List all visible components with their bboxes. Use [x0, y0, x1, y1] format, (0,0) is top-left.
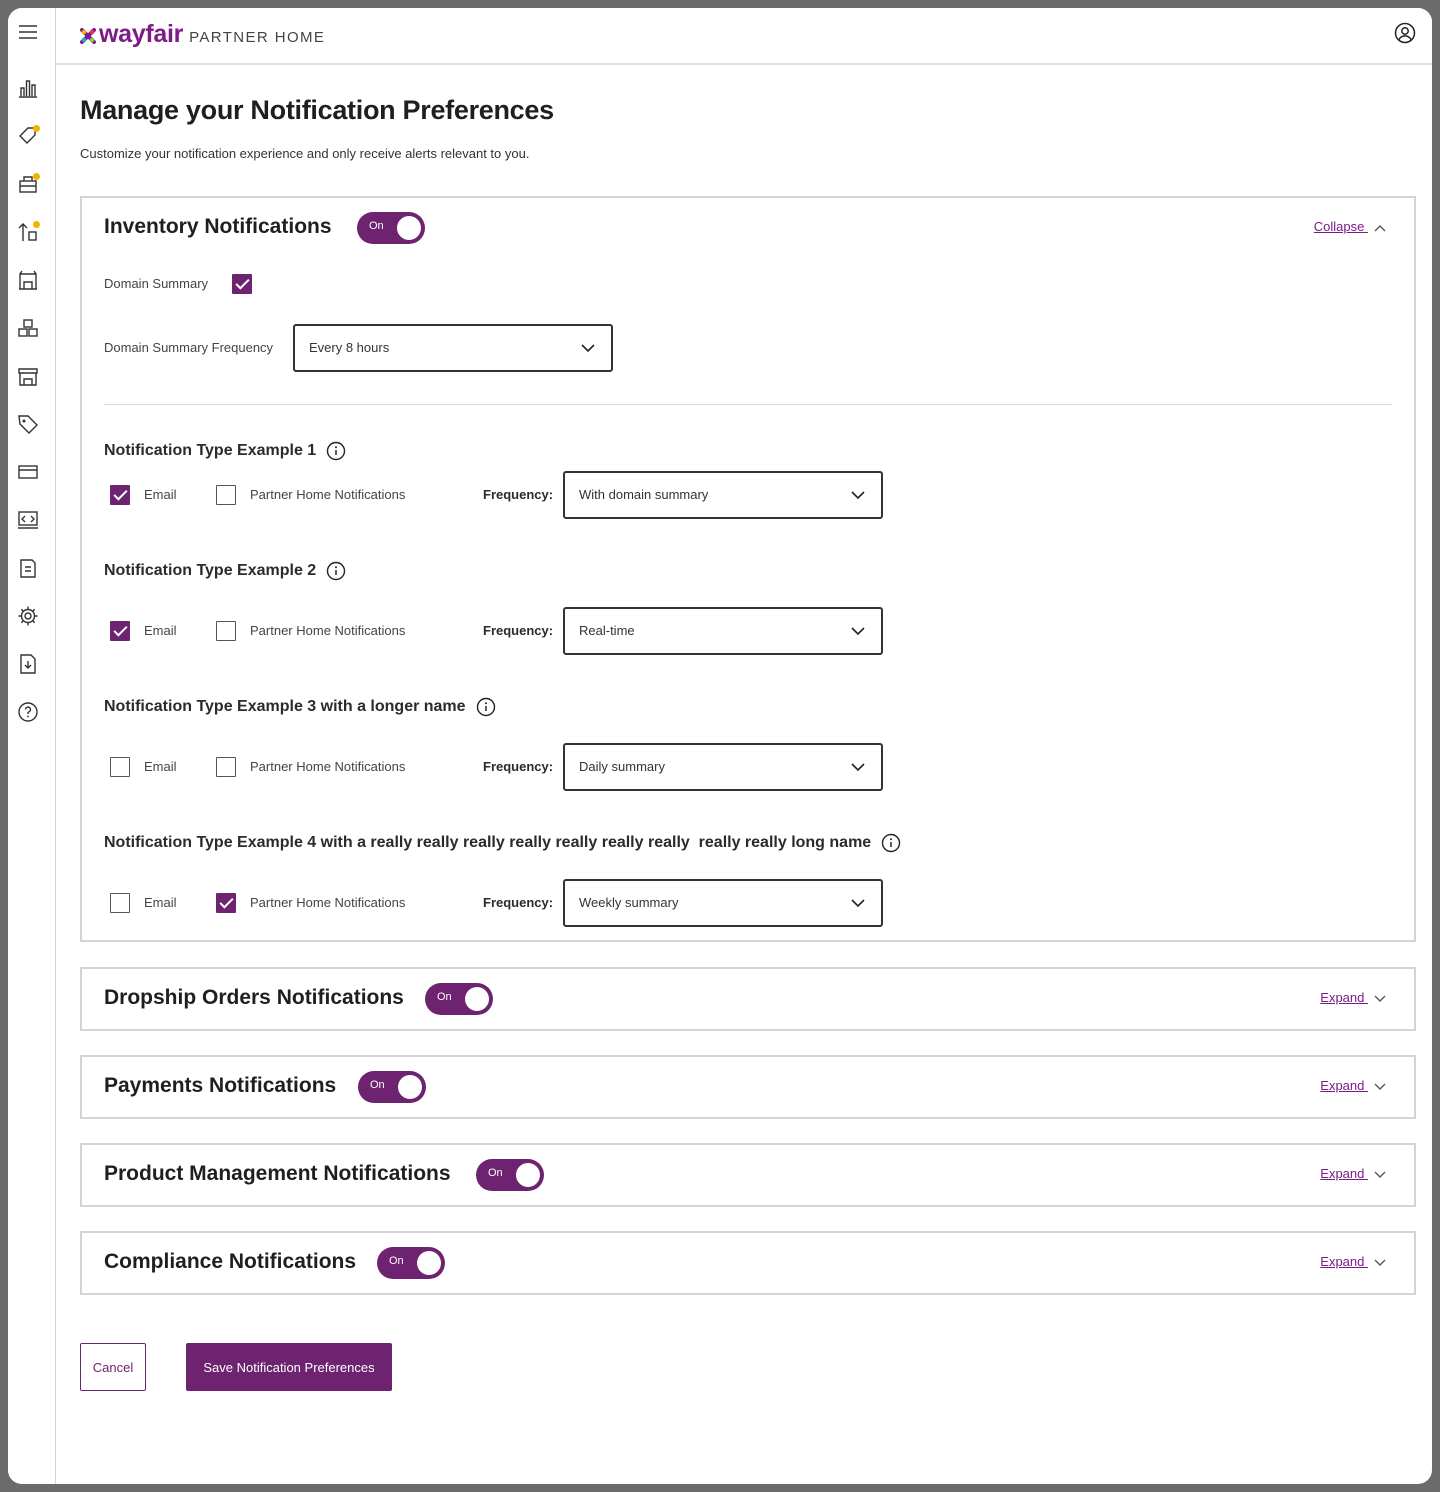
expand-link[interactable]	[1320, 1254, 1386, 1270]
info-icon[interactable]	[476, 697, 496, 717]
product-name: PARTNER HOME	[189, 29, 326, 46]
domain-summary-frequency-label: Domain Summary Frequency	[104, 340, 274, 355]
inventory-notifications-card	[80, 196, 1416, 942]
partner-home-label: Partner Home Notifications	[250, 759, 406, 774]
payments-notifications-card	[80, 1055, 1416, 1119]
notification-type-4-title	[104, 833, 901, 853]
select-value: Daily summary	[579, 759, 665, 774]
toggle-label: On	[488, 1167, 503, 1179]
expand-link[interactable]	[1320, 1166, 1386, 1182]
type-4-frequency-select[interactable]	[563, 879, 883, 927]
sort-icon[interactable]	[16, 220, 40, 244]
section-title: Payments Notifications	[104, 1074, 337, 1097]
help-icon[interactable]	[16, 700, 40, 724]
type-1-email-checkbox[interactable]	[110, 485, 130, 505]
frequency-label: Frequency:	[483, 487, 554, 502]
notification-type-name: Notification Type Example 1	[104, 442, 317, 459]
payments-toggle[interactable]	[358, 1071, 426, 1103]
toggle-knob	[417, 1251, 441, 1275]
logo-mark-icon	[80, 28, 96, 44]
dropship-toggle[interactable]	[425, 983, 493, 1015]
frequency-label: Frequency:	[483, 623, 554, 638]
expand-link[interactable]	[1320, 1078, 1386, 1094]
select-value: Every 8 hours	[309, 340, 390, 355]
select-value: Weekly summary	[579, 895, 679, 910]
chevron-down-icon	[851, 898, 865, 908]
toggle-label: On	[369, 220, 384, 232]
expand-label: Expand	[1320, 1078, 1365, 1093]
divider	[104, 404, 1392, 405]
info-icon[interactable]	[326, 441, 346, 461]
notification-badge	[33, 125, 40, 132]
toggle-knob	[397, 216, 421, 240]
partner-home-label: Partner Home Notifications	[250, 623, 406, 638]
type-3-email-checkbox[interactable]	[110, 757, 130, 777]
type-3-frequency-select[interactable]	[563, 743, 883, 791]
type-2-partner-home-checkbox[interactable]	[216, 621, 236, 641]
notification-type-2-title	[104, 561, 346, 581]
chevron-down-icon	[1374, 1167, 1386, 1182]
toggle-knob	[398, 1075, 422, 1099]
gear-icon[interactable]	[16, 604, 40, 628]
page-title: Manage your Notification Preferences	[80, 95, 554, 125]
product-management-notifications-card	[80, 1143, 1416, 1207]
notification-type-name: Notification Type Example 2	[104, 562, 317, 579]
bar-chart-icon[interactable]	[16, 76, 40, 100]
select-value: With domain summary	[579, 487, 709, 502]
download-icon[interactable]	[16, 652, 40, 676]
chevron-up-icon	[1374, 220, 1386, 235]
notification-badge	[33, 221, 40, 228]
section-title: Dropship Orders Notifications	[104, 986, 404, 1009]
price-tag-icon[interactable]	[16, 412, 40, 436]
top-bar	[56, 8, 1432, 65]
email-label: Email	[144, 487, 177, 502]
chevron-down-icon	[1374, 991, 1386, 1006]
email-label: Email	[144, 759, 177, 774]
expand-label: Expand	[1320, 1254, 1365, 1269]
chevron-down-icon	[581, 343, 595, 353]
type-2-frequency-select[interactable]	[563, 607, 883, 655]
info-icon[interactable]	[881, 833, 901, 853]
store-icon[interactable]	[16, 364, 40, 388]
collapse-label: Collapse	[1313, 219, 1365, 234]
notification-type-name: Notification Type Example 3 with a longer name	[104, 698, 466, 715]
notification-type-3-title	[104, 697, 496, 717]
type-2-email-checkbox[interactable]	[110, 621, 130, 641]
section-title: Inventory Notifications	[104, 215, 332, 238]
brand-name: wayfair	[99, 20, 184, 48]
domain-summary-frequency-select[interactable]	[293, 324, 613, 372]
toggle-label: On	[370, 1079, 385, 1091]
chevron-down-icon	[851, 762, 865, 772]
save-notification-preferences-button[interactable]: Save Notification Preferences	[186, 1343, 392, 1391]
collapse-link[interactable]	[1314, 219, 1386, 235]
partner-home-label: Partner Home Notifications	[250, 895, 406, 910]
section-title: Product Management Notifications	[104, 1162, 451, 1185]
menu-icon[interactable]	[16, 20, 40, 44]
document-icon[interactable]	[16, 556, 40, 580]
app-window	[8, 8, 1432, 1484]
toggle-knob	[516, 1163, 540, 1187]
boxes-icon[interactable]	[16, 316, 40, 340]
domain-summary-checkbox[interactable]	[232, 274, 252, 294]
inventory-toggle[interactable]	[357, 212, 425, 244]
info-icon[interactable]	[326, 561, 346, 581]
chevron-down-icon	[851, 490, 865, 500]
email-label: Email	[144, 623, 177, 638]
frequency-label: Frequency:	[483, 895, 554, 910]
domain-summary-label: Domain Summary	[104, 276, 209, 291]
chevron-down-icon	[1374, 1255, 1386, 1270]
page-subtitle: Customize your notification experience and only receive alerts relevant to you.	[80, 146, 530, 161]
notification-type-1-title	[104, 441, 346, 461]
select-value: Real-time	[579, 623, 635, 638]
type-4-partner-home-checkbox[interactable]	[216, 893, 236, 913]
frequency-label: Frequency:	[483, 759, 554, 774]
expand-label: Expand	[1320, 990, 1365, 1005]
toggle-label: On	[437, 991, 452, 1003]
type-3-partner-home-checkbox[interactable]	[216, 757, 236, 777]
chevron-down-icon	[851, 626, 865, 636]
chevron-down-icon	[1374, 1079, 1386, 1094]
product-management-toggle[interactable]	[476, 1159, 544, 1191]
warehouse-icon[interactable]	[16, 268, 40, 292]
wayfair-logo[interactable]	[80, 20, 325, 49]
code-icon[interactable]	[16, 508, 40, 532]
notification-badge	[33, 173, 40, 180]
partner-home-label: Partner Home Notifications	[250, 487, 406, 502]
tag-icon[interactable]	[16, 124, 40, 148]
dropship-orders-notifications-card	[80, 967, 1416, 1031]
type-4-email-checkbox[interactable]	[110, 893, 130, 913]
compliance-toggle[interactable]	[377, 1247, 445, 1279]
sidebar	[8, 8, 56, 1484]
type-1-partner-home-checkbox[interactable]	[216, 485, 236, 505]
cancel-button[interactable]: Cancel	[80, 1343, 146, 1391]
notification-type-name: Notification Type Example 4 with a really really really really really really really really really long name	[104, 834, 872, 851]
package-icon[interactable]	[16, 172, 40, 196]
section-title: Compliance Notifications	[104, 1250, 357, 1273]
credit-card-icon[interactable]	[16, 460, 40, 484]
expand-link[interactable]	[1320, 990, 1386, 1006]
expand-label: Expand	[1320, 1166, 1365, 1181]
type-1-frequency-select[interactable]	[563, 471, 883, 519]
account-icon[interactable]	[1394, 22, 1416, 44]
toggle-knob	[465, 987, 489, 1011]
compliance-notifications-card	[80, 1231, 1416, 1295]
email-label: Email	[144, 895, 177, 910]
toggle-label: On	[389, 1255, 404, 1267]
